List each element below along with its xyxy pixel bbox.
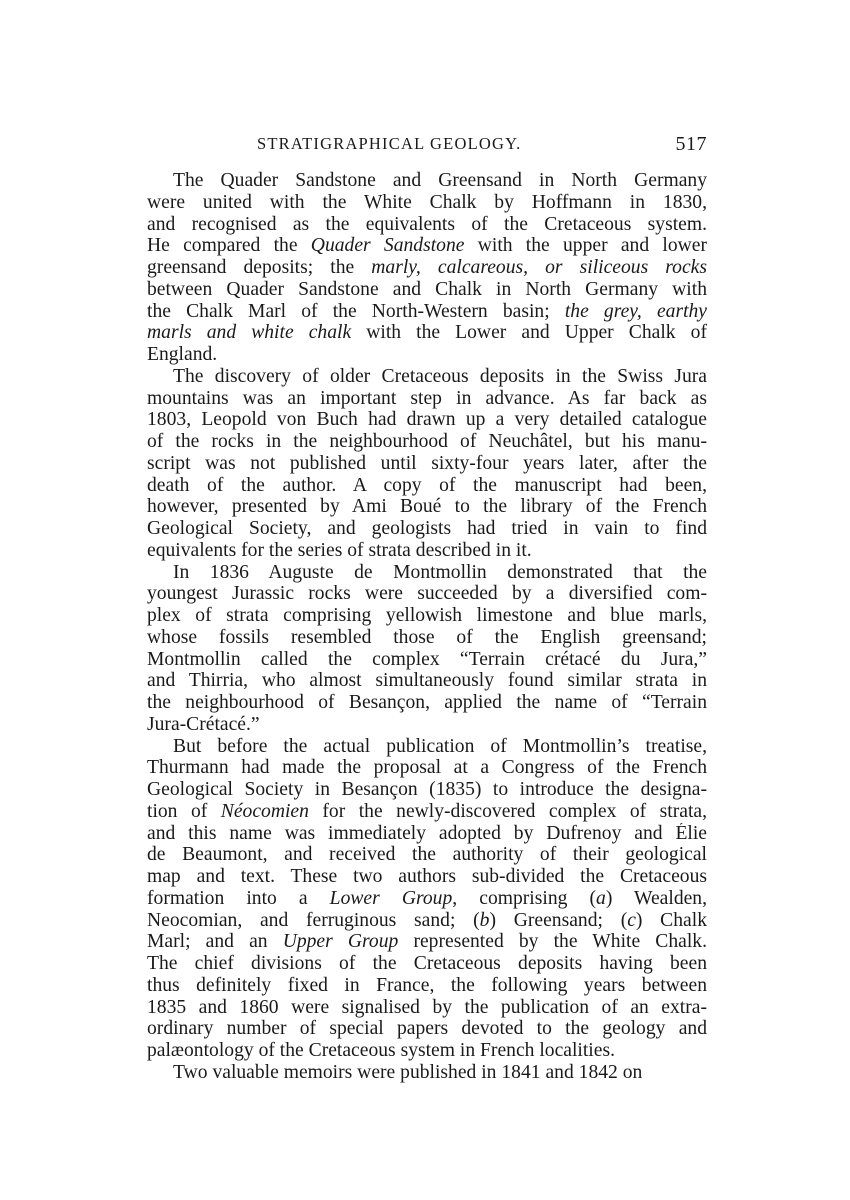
paragraph [147, 366, 707, 562]
text-line: The chief divisions of the Cretaceous deposits having been [147, 953, 707, 974]
text-line: mountains was an important step in advance. As far back as [147, 387, 707, 409]
text-line: thus definitely fixed in France, the following years between [147, 974, 707, 996]
paragraph [147, 1062, 707, 1084]
running-title: STRATIGRAPHICAL GEOLOGY. [257, 134, 522, 153]
text-line: of the rocks in the neighbourhood of Neuchâtel, but his manu- [147, 431, 707, 452]
italic-text: a [596, 887, 606, 909]
italic-text: b [479, 909, 490, 931]
running-header [147, 134, 707, 156]
text-line: however, presented by Ami Boué to the library of the French [147, 496, 707, 518]
page-number: 517 [675, 133, 707, 155]
text-line: Montmollin called the complex “Terrain crétacé du Jura,” [147, 648, 707, 670]
italic-text: Néocomien [220, 800, 309, 822]
text-line: script was not published until sixty-four years later, after the [147, 452, 707, 474]
paragraph [147, 736, 707, 1062]
text-line: youngest Jurassic rocks were succeeded by a diversified com- [147, 583, 707, 605]
paragraph [147, 562, 707, 736]
text-line: and this name was immediately adopted by Dufrenoy and Élie [147, 822, 707, 844]
text-line: marls and white chalk with the Lower and Upper Chalk of [147, 322, 707, 344]
text-line: between Quader Sandstone and Chalk in North Germany with [147, 278, 707, 300]
text-line: Geological Society, and geologists had tried in vain to find [147, 518, 707, 539]
text-line: de Beaumont, and received the authority of their geological [147, 844, 707, 866]
text-line: palæontology of the Cretaceous system in French localities. [147, 1040, 615, 1061]
text-line: Neocomian, and ferruginous sand; (b) Greensand; (c) Chalk [147, 909, 707, 931]
italic-text: marly, calcareous, or siliceous rocks [371, 257, 707, 278]
text-line: Geological Society in Besançon (1835) to introduce the designa- [147, 779, 707, 800]
text-line: greensand deposits; the marly, calcareous, or siliceous rocks [147, 257, 707, 278]
italic-text: Upper Group [282, 931, 399, 953]
text-line: Thurmann had made the proposal at a Congress of the French [147, 757, 707, 779]
text-line: death of the author. A copy of the manuscript had been, [147, 474, 707, 496]
text-line: But before the actual publication of Montmollin’s treatise, [173, 735, 707, 757]
text-line: Jura-Crétacé.” [147, 713, 260, 735]
text-line: the Chalk Marl of the North-Western basin; the grey, earthy [147, 300, 707, 322]
text-line: and Thirria, who almost simultaneously found similar strata in [147, 670, 707, 692]
text-line: The discovery of older Cretaceous deposits in the Swiss Jura [173, 365, 707, 387]
italic-text: marls and white chalk [147, 322, 352, 344]
text-line: Two valuable memoirs were published in 1841 and 1842 on [173, 1061, 643, 1083]
text-line: map and text. These two authors sub-divided the Cretaceous [147, 866, 707, 887]
text-line: whose fossils resembled those of the English greensand; [147, 626, 707, 648]
text-line: ordinary number of special papers devoted to the geology and [147, 1018, 707, 1040]
text-line: plex of strata comprising yellowish limestone and blue marls, [147, 605, 707, 626]
text-line: England. [147, 344, 218, 365]
text-line: tion of Néocomien for the newly-discovered complex of strata, [147, 800, 707, 822]
text-line: 1803, Leopold von Buch had drawn up a very detailed catalogue [147, 409, 707, 431]
text-line: 1835 and 1860 were signalised by the publication of an extra- [147, 996, 707, 1018]
text-line: formation into a Lower Group, comprising (a) Wealden, [147, 887, 707, 909]
text-line: equivalents for the series of strata described in it. [147, 539, 532, 561]
italic-text: Lower Group [329, 887, 453, 909]
text-line: were united with the White Chalk by Hoffmann in 1830, [147, 191, 707, 213]
text-line: In 1836 Auguste de Montmollin demonstrated that the [173, 561, 707, 583]
italic-text: c [627, 909, 636, 931]
text-line: and recognised as the equivalents of the Cretaceous system. [147, 213, 707, 235]
text-line: The Quader Sandstone and Greensand in North Germany [173, 170, 707, 191]
text-line: Marl; and an Upper Group represented by the White Chalk. [147, 931, 707, 953]
text-line: the neighbourhood of Besançon, applied the name of “Terrain [147, 692, 707, 713]
text-line: He compared the Quader Sandstone with the upper and lower [147, 235, 707, 257]
body-text [147, 170, 707, 1084]
italic-text: Quader Sandstone [310, 235, 465, 257]
italic-text: the grey, earthy [564, 300, 707, 322]
paragraph [147, 170, 707, 366]
